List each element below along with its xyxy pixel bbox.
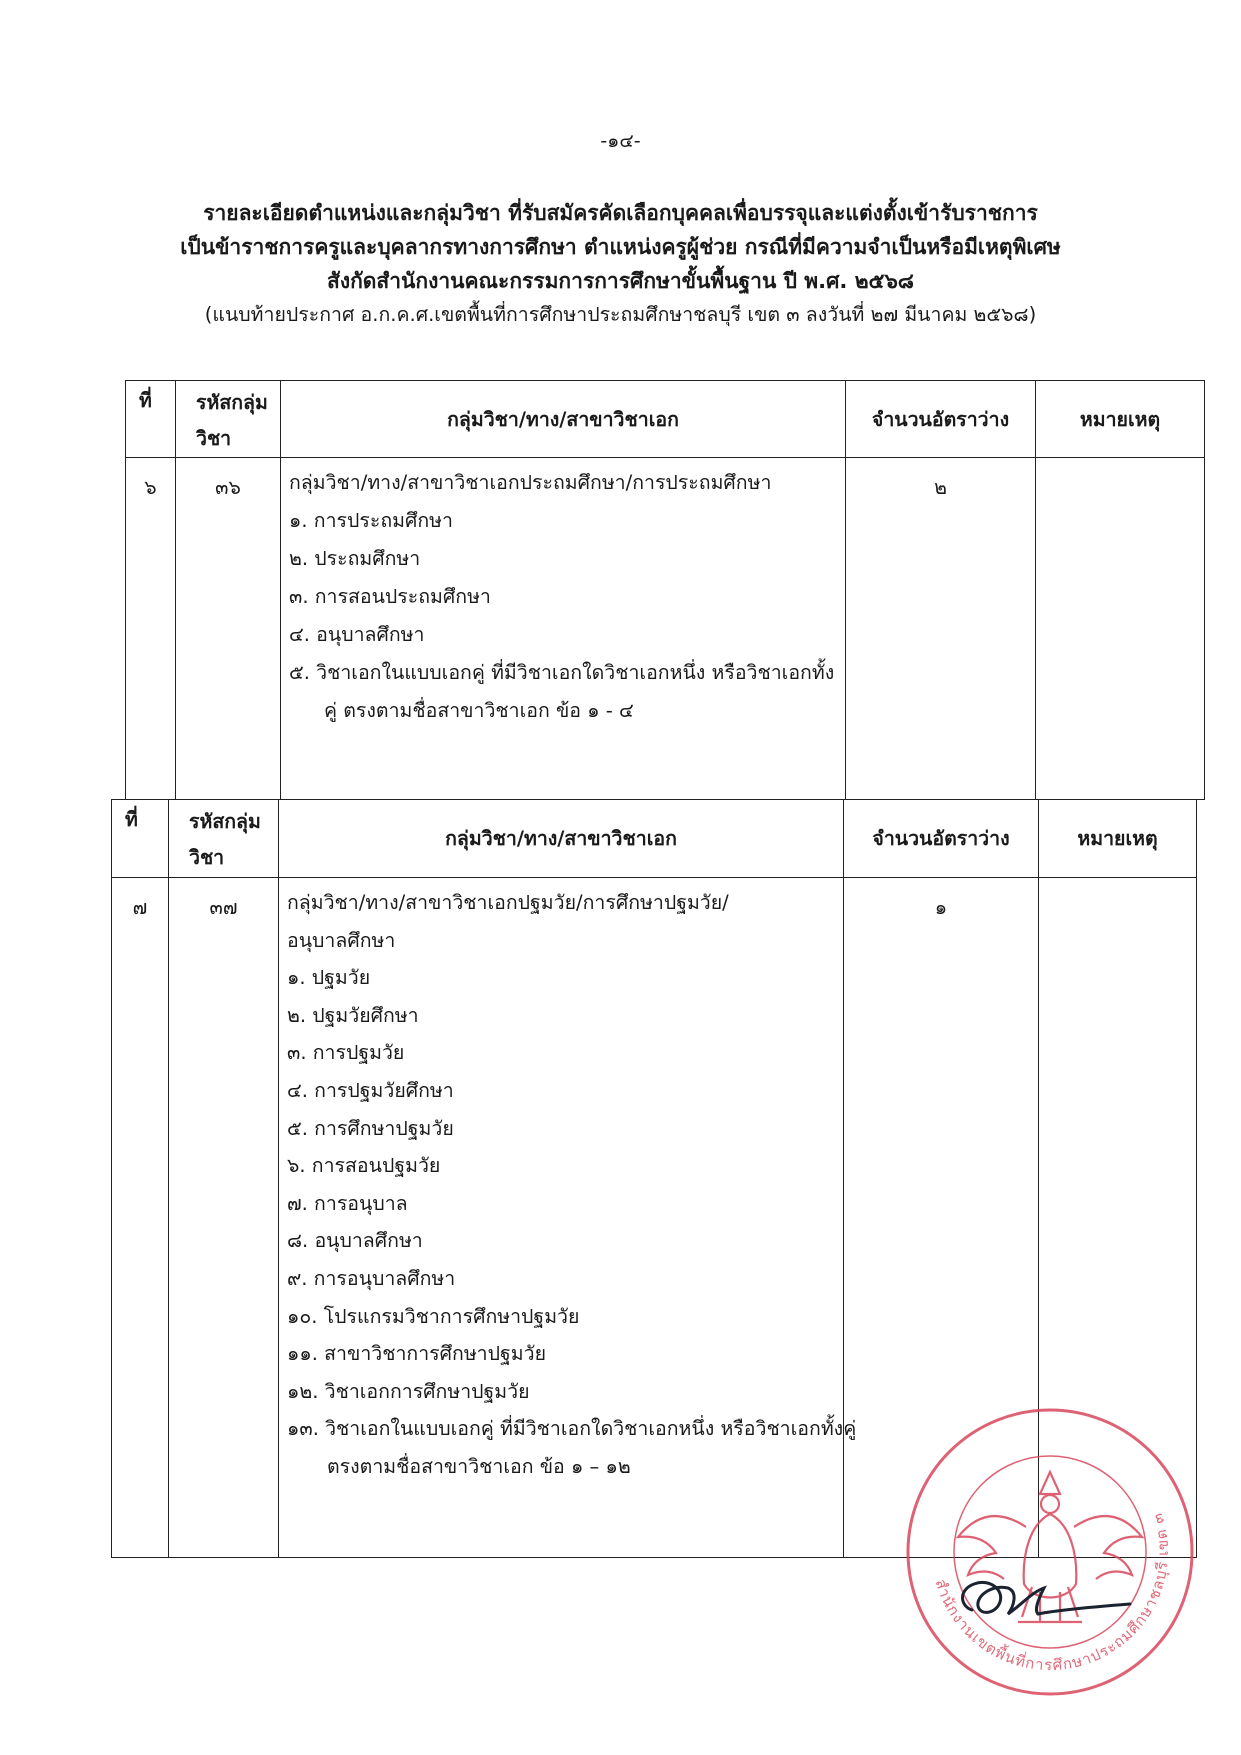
- row-remarks: [1036, 458, 1205, 800]
- list-item: ๑. การประถมศึกษา: [289, 509, 453, 532]
- row-group-list: [281, 458, 846, 800]
- col-remarks-header: หมายเหตุ: [1039, 800, 1197, 878]
- list-item-continuation: คู่ ตรงตามชื่อสาขาวิชาเอก ข้อ ๑ - ๔: [324, 699, 634, 722]
- list-item: ๑๑. สาขาวิชาการศึกษาปฐมวัย: [287, 1342, 547, 1366]
- col-code-header-line-2: วิชา: [189, 846, 225, 869]
- heading-line-2: เป็นข้าราชการครูและบุคลากรทางการศึกษา ตำแหน่งครูผู้ช่วย กรณีที่มีความจำเป็นหรือมีเหตุพิเศษ: [180, 235, 1061, 259]
- list-item: ๑๒. วิชาเอกการศึกษาปฐมวัย: [287, 1379, 530, 1403]
- position-table-1: [125, 380, 1205, 800]
- col-code-header: [176, 381, 281, 458]
- col-vacancies-header: จำนวนอัตราว่าง: [846, 381, 1036, 458]
- list-item: ๔. อนุบาลศึกษา: [289, 623, 425, 646]
- list-item: ๕. วิชาเอกในแบบเอกคู่ ที่มีวิชาเอกใดวิชาเอกหนึ่ง หรือวิชาเอกทั้ง: [289, 661, 835, 684]
- row-code: ๓๖: [176, 458, 281, 800]
- table-header-row: [112, 800, 1197, 878]
- document-heading: [150, 196, 1091, 332]
- list-item: ๘. อนุบาลศึกษา: [287, 1229, 423, 1253]
- group-title-continuation: อนุบาลศึกษา: [287, 928, 396, 952]
- col-code-header-line-1: รหัสกลุ่ม: [189, 810, 261, 833]
- list-item: ๑๐. โปรแกรมวิชาการศึกษาปฐมวัย: [287, 1304, 580, 1328]
- list-item: ๔. การปฐมวัยศึกษา: [287, 1078, 454, 1102]
- col-code-header: [169, 800, 279, 878]
- row-group-list: [279, 878, 857, 1558]
- svg-text:สำนักงานเขตพื้นที่การศึกษาประถ: [932, 1510, 1173, 1674]
- list-item: ๑๓. วิชาเอกในแบบเอกคู่ ที่มีวิชาเอกใดวิชาเอกหนึ่ง หรือวิชาเอกทั้งคู่: [287, 1417, 857, 1441]
- col-no-header: ที่: [126, 381, 176, 458]
- row-vacancies: ๒: [846, 458, 1036, 800]
- seal-ring-text: สำนักงานเขตพื้นที่การศึกษาประถมศึกษาชลบุรี เขต ๓: [931, 1510, 1173, 1675]
- seal-inner-ring: [954, 1456, 1146, 1648]
- heading-line-1: รายละเอียดตำแหน่งและกลุ่มวิชา ที่รับสมัครคัดเลือกบุคคลเพื่อบรรจุและแต่งตั้งเข้ารับราชการ: [203, 201, 1038, 225]
- table-header-row: [126, 381, 1205, 458]
- page-number: -๑๔-: [600, 130, 641, 152]
- row-no: ๖: [126, 458, 176, 800]
- col-vacancies-header: จำนวนอัตราว่าง: [844, 800, 1039, 878]
- list-item: ๓. การสอนประถมศึกษา: [289, 585, 491, 608]
- list-item: ๙. การอนุบาลศึกษา: [287, 1266, 456, 1290]
- list-item: ๕. การศึกษาปฐมวัย: [287, 1116, 454, 1140]
- group-title: กลุ่มวิชา/ทาง/สาขาวิชาเอกปฐมวัย/การศึกษาปฐมวัย/: [287, 891, 729, 914]
- group-title: กลุ่มวิชา/ทาง/สาขาวิชาเอกประถมศึกษา/การประถมศึกษา: [289, 471, 772, 494]
- seal-outer-ring: [908, 1410, 1192, 1694]
- heading-line-3: สังกัดสำนักงานคณะกรรมการการศึกษาขั้นพื้นฐาน ปี พ.ศ. ๒๕๖๘: [327, 269, 914, 293]
- list-item: ๒. ปฐมวัยศึกษา: [287, 1003, 419, 1027]
- row-code: ๓๗: [169, 878, 279, 1558]
- list-item: ๖. การสอนปฐมวัย: [287, 1154, 441, 1178]
- col-no-header: ที่: [112, 800, 169, 878]
- official-seal-stamp: [900, 1402, 1200, 1702]
- col-code-header-line-1: รหัสกลุ่ม: [196, 391, 268, 414]
- col-group-header: กลุ่มวิชา/ทาง/สาขาวิชาเอก: [279, 800, 844, 878]
- row-no: ๗: [112, 878, 169, 1558]
- list-item: ๓. การปฐมวัย: [287, 1041, 405, 1065]
- list-item: ๑. ปฐมวัย: [287, 966, 371, 990]
- list-item-continuation: ตรงตามชื่อสาขาวิชาเอก ข้อ ๑ – ๑๒: [327, 1454, 631, 1478]
- heading-line-4: (แนบท้ายประกาศ อ.ก.ค.ศ.เขตพื้นที่การศึกษาประถมศึกษาชลบุรี เขต ๓ ลงวันที่ ๒๗ มีนาคม ๒๕๖๘): [204, 303, 1037, 326]
- garuda-emblem-icon: [958, 1472, 1142, 1622]
- row-vacancies: ๑: [844, 878, 1039, 1558]
- col-group-header: กลุ่มวิชา/ทาง/สาขาวิชาเอก: [281, 381, 846, 458]
- col-remarks-header: หมายเหตุ: [1036, 381, 1205, 458]
- table-row: [126, 458, 1205, 800]
- col-code-header-line-2: วิชา: [196, 427, 232, 450]
- list-item: ๒. ประถมศึกษา: [289, 547, 421, 570]
- list-item: ๗. การอนุบาล: [287, 1191, 408, 1215]
